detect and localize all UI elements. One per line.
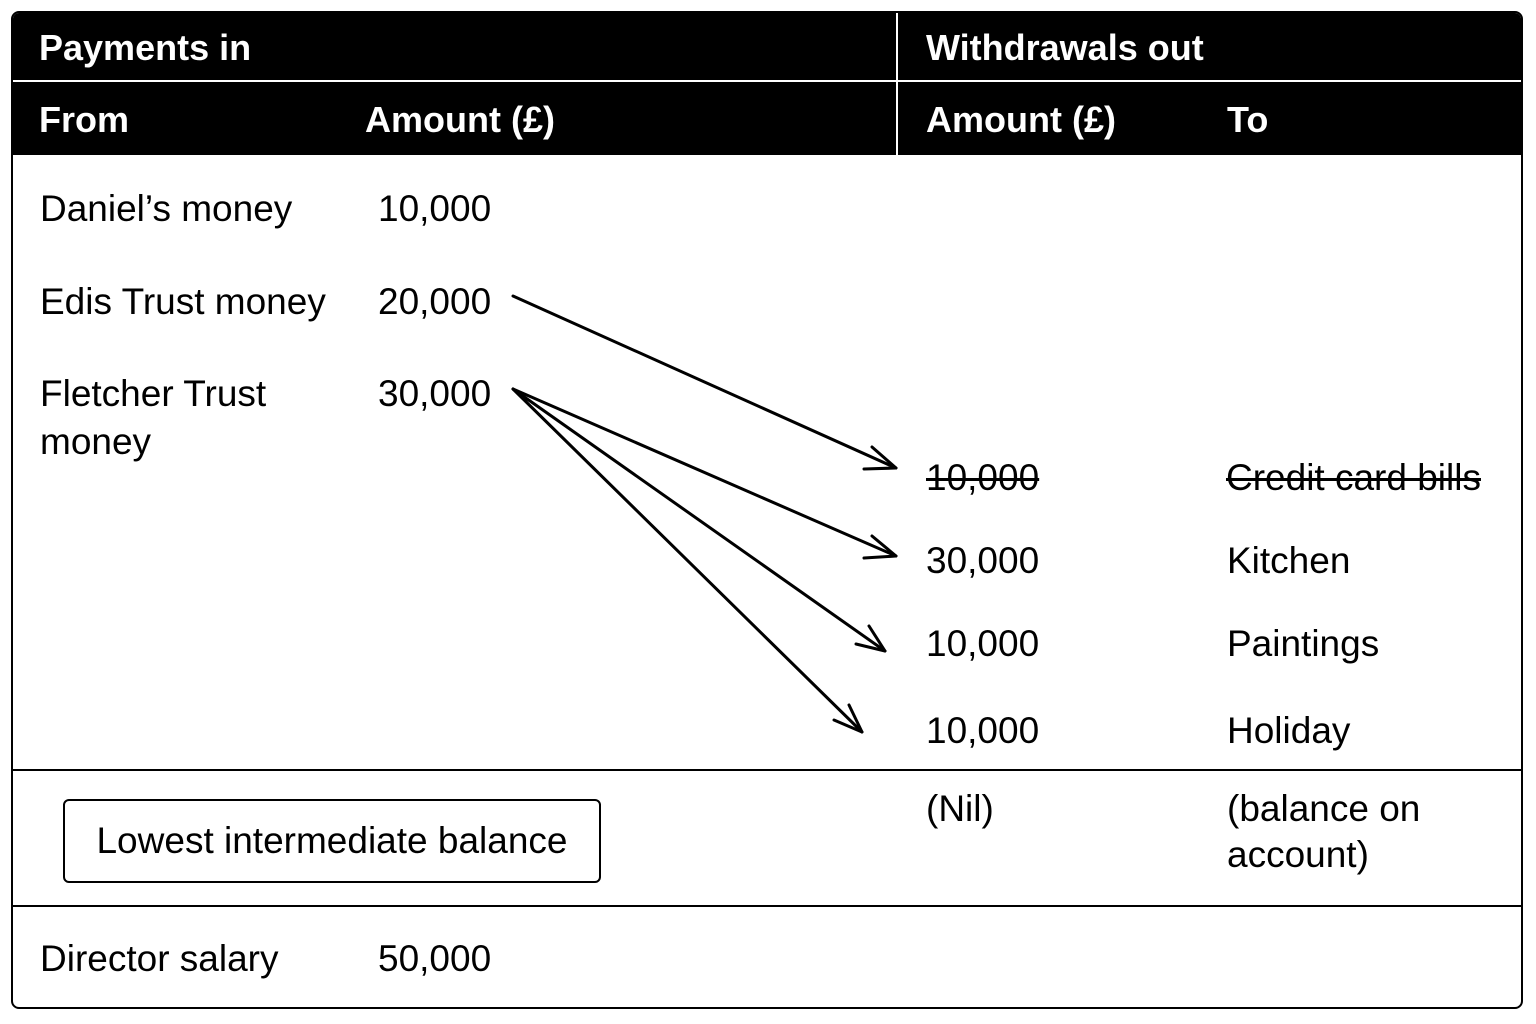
withdrawal-to-paintings: Paintings	[1227, 623, 1380, 664]
payment-amount-edis: 20,000	[378, 281, 492, 322]
withdrawals-out-heading: Withdrawals out	[926, 27, 1204, 68]
withdrawal-amount-credit-card: 10,000	[926, 457, 1040, 498]
payment-from-edis: Edis Trust money	[40, 281, 326, 322]
arrow-fletcher-to-paintings	[513, 389, 885, 651]
column-to: To	[1227, 99, 1269, 140]
column-amount-out: Amount (£)	[926, 99, 1116, 140]
lowest-balance-amount: (Nil)	[926, 788, 994, 829]
payment-amount-fletcher: 30,000	[378, 373, 492, 414]
arrow-edis-to-credit-card	[513, 296, 896, 469]
lowest-balance-note-line2: account)	[1227, 834, 1369, 875]
payment-amount-daniel: 10,000	[378, 188, 492, 229]
payment-from-fletcher-line1: Fletcher Trust	[40, 373, 267, 414]
column-from: From	[39, 99, 129, 140]
lowest-balance-note-line1: (balance on	[1227, 788, 1421, 829]
payment-from-director: Director salary	[40, 938, 279, 979]
withdrawal-amount-paintings: 10,000	[926, 623, 1040, 664]
withdrawal-amount-holiday: 10,000	[926, 710, 1040, 751]
payment-amount-director: 50,000	[378, 938, 492, 979]
arrow-fletcher-to-kitchen	[513, 389, 896, 558]
withdrawal-amount-kitchen: 30,000	[926, 540, 1040, 581]
lowest-balance-label: Lowest intermediate balance	[96, 820, 568, 861]
payment-from-daniel: Daniel’s money	[40, 188, 293, 229]
arrow-fletcher-to-holiday	[513, 389, 862, 732]
payments-in-heading: Payments in	[39, 27, 252, 68]
withdrawal-to-holiday: Holiday	[1227, 710, 1351, 751]
column-amount-in: Amount (£)	[365, 99, 555, 140]
withdrawal-to-credit-card: Credit card bills	[1226, 457, 1481, 498]
payment-from-fletcher-line2: money	[40, 421, 152, 462]
withdrawal-to-kitchen: Kitchen	[1227, 540, 1351, 581]
